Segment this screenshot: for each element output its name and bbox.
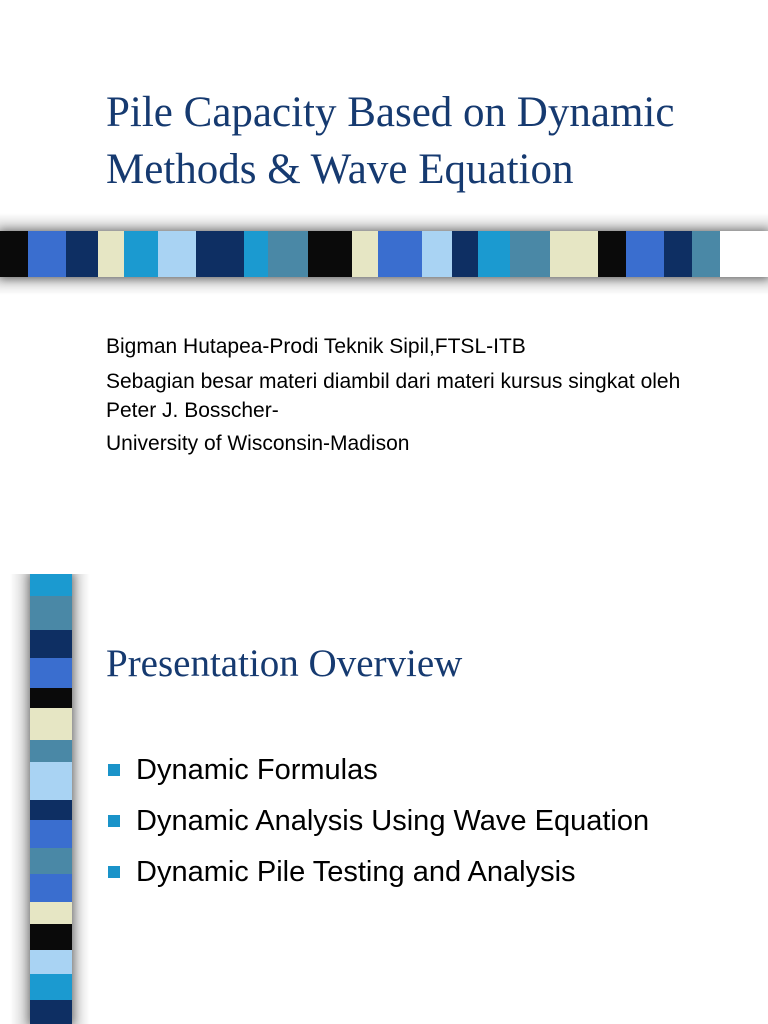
- strip-tile: [98, 231, 124, 277]
- bullet-text: Dynamic Analysis Using Wave Equation: [136, 805, 650, 837]
- strip-tile: [30, 950, 72, 974]
- strip-tile: [158, 231, 196, 277]
- strip-tile: [30, 820, 72, 848]
- strip-shadow-right: [72, 574, 90, 1024]
- strip-tile: [30, 658, 72, 688]
- strip-tile: [28, 231, 66, 277]
- author-info: [106, 332, 706, 464]
- square-bullet-icon: [108, 866, 120, 878]
- slide-title: Pile Capacity Based on Dynamic Methods & Wave Equation: [106, 89, 675, 193]
- strip-tile: [422, 231, 452, 277]
- vertical-tile-strip: [30, 574, 72, 1024]
- strip-tile: [30, 874, 72, 902]
- square-bullet-icon: [108, 764, 120, 776]
- strip-tile: [550, 231, 598, 277]
- strip-shadow-top: [0, 213, 768, 231]
- strip-tile: [664, 231, 692, 277]
- strip-shadow-bottom: [0, 277, 768, 295]
- university-line: University of Wisconsin-Madison: [106, 432, 410, 455]
- slide-title: Presentation Overview: [106, 642, 463, 685]
- strip-tile: [268, 231, 308, 277]
- strip-tile: [30, 974, 72, 1000]
- strip-shadow-left: [10, 574, 30, 1024]
- source-line: Sebagian besar materi diambil dari materi kursus singkat oleh Peter J. Bosscher-: [106, 370, 681, 422]
- strip-tile: [30, 740, 72, 762]
- strip-tile: [124, 231, 158, 277]
- horizontal-tile-strip: [0, 231, 768, 277]
- strip-tile: [0, 231, 28, 277]
- bullet-text: Dynamic Pile Testing and Analysis: [136, 856, 576, 888]
- list-item: [106, 852, 706, 893]
- strip-tile: [352, 231, 378, 277]
- strip-tile: [30, 596, 72, 630]
- list-item: [106, 801, 706, 842]
- strip-tile: [30, 800, 72, 820]
- strip-tile: [30, 574, 72, 596]
- strip-tile: [452, 231, 478, 277]
- strip-tile: [626, 231, 664, 277]
- strip-tile: [478, 231, 510, 277]
- strip-tile: [30, 848, 72, 874]
- strip-tile: [30, 630, 72, 658]
- strip-tile: [308, 231, 352, 277]
- strip-tile: [66, 231, 98, 277]
- strip-tile: [378, 231, 422, 277]
- strip-tile: [196, 231, 244, 277]
- strip-tile: [30, 708, 72, 740]
- strip-tile: [692, 231, 720, 277]
- list-item: [106, 750, 706, 791]
- strip-tile: [30, 924, 72, 950]
- decorative-horizontal-strip: [0, 213, 768, 295]
- author-line: Bigman Hutapea-Prodi Teknik Sipil,FTSL-ITB: [106, 335, 526, 358]
- strip-tile: [510, 231, 550, 277]
- strip-tile: [244, 231, 268, 277]
- strip-tile: [30, 1000, 72, 1024]
- bullet-text: Dynamic Formulas: [136, 754, 378, 786]
- strip-tile: [598, 231, 626, 277]
- strip-tile: [30, 762, 72, 800]
- strip-tile: [30, 902, 72, 924]
- overview-slide: [0, 574, 768, 1024]
- decorative-vertical-strip: [0, 574, 90, 1024]
- square-bullet-icon: [108, 815, 120, 827]
- bullet-list: [106, 750, 706, 903]
- strip-tile: [30, 688, 72, 708]
